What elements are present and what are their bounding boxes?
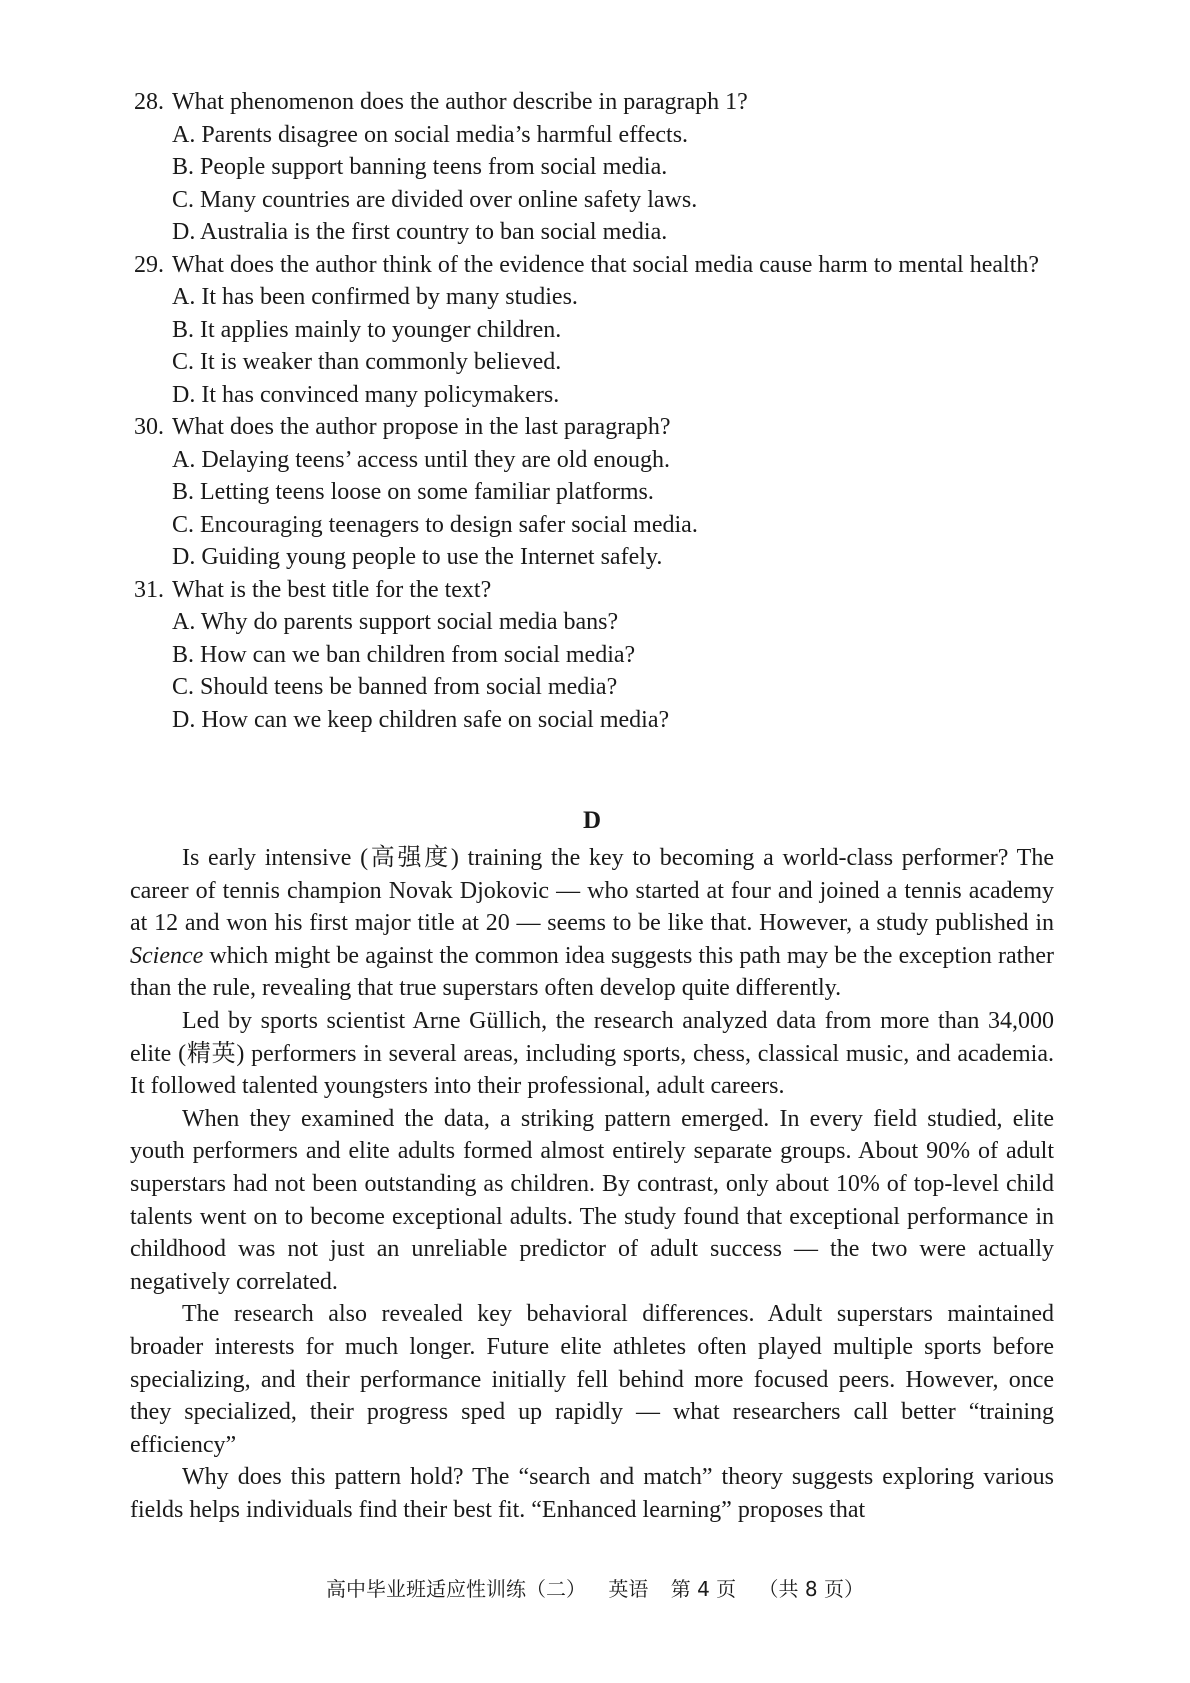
option-c: C. Encouraging teenagers to design safer social media.: [172, 511, 698, 538]
option-c: C. It is weaker than commonly believed.: [172, 349, 562, 375]
question-30: [134, 411, 1054, 574]
page-number: 第 4 页: [670, 1577, 737, 1601]
journal-name: Science: [130, 942, 204, 969]
question-31: [134, 574, 1054, 737]
paragraph-text: Is early intensive (高强度) training the key to becoming a world-class performer? The career of tennis champion Novak Djokovic — who started at four and joined a tennis academy at 12 and won his first major title at 20 — seems to be like that. However, a study published in: [130, 845, 1054, 937]
paragraph-text: which might be against the common idea suggests this path may be the exception rather than the rule, revealing that true superstars often develop quite differently.: [130, 942, 1054, 1002]
question-number: 30.: [134, 414, 164, 440]
option-a: A. It has been confirmed by many studies.: [172, 284, 578, 310]
option-a: A. Parents disagree on social media’s harmful effects.: [172, 121, 689, 148]
passage-paragraph-3: When they examined the data, a striking pattern emerged. In every field studied, elite youth performers and elite adults formed almost entirely separate groups. About 90% of adult superstars had not been outstanding as children. By contrast, only about 10% of top-level child talents went on to become exceptional adults. The study found that exceptional performance in childhood was not just an unreliable predictor of adult success — the two were actually negatively correlated.: [130, 1105, 1054, 1295]
question-28: [134, 86, 1054, 249]
option-b: B. Letting teens loose on some familiar platforms.: [172, 479, 654, 505]
question-stem: What does the author propose in the last paragraph?: [172, 414, 671, 440]
passage-paragraph-1: [130, 842, 1054, 1005]
exam-title: 高中毕业班适应性训练（二）: [326, 1577, 586, 1601]
option-d: D. Australia is the first country to ban social media.: [172, 219, 668, 245]
page-total: （共 8 页）: [758, 1577, 864, 1601]
option-d: D. Guiding young people to use the Internet safely.: [172, 544, 663, 570]
question-number: 28.: [134, 89, 164, 115]
question-29: [134, 249, 1054, 412]
question-stem: What phenomenon does the author describe in paragraph 1?: [172, 89, 748, 115]
option-c: C. Should teens be banned from social media?: [172, 674, 618, 700]
option-b: B. It applies mainly to younger children.: [172, 316, 562, 343]
option-d: D. How can we keep children safe on social media?: [172, 706, 670, 733]
passage-paragraph-5: Why does this pattern hold? The “search and match” theory suggests exploring various fields helps individuals find their best fit. “Enhanced learning” proposes that: [130, 1464, 1054, 1523]
passage-paragraph-2: Led by sports scientist Arne Güllich, the research analyzed data from more than 34,000 elite (精英) performers in several areas, including sports, chess, classical music, and academia. It followed talented youngsters into their professional, adult careers.: [130, 1007, 1054, 1100]
option-a: A. Why do parents support social media bans?: [172, 609, 619, 635]
option-d: D. It has convinced many policymakers.: [172, 381, 560, 408]
subject-label: 英语: [608, 1577, 649, 1601]
question-stem: What does the author think of the evidence that social media cause harm to mental health?: [172, 251, 1040, 278]
option-a: A. Delaying teens’ access until they are old enough.: [172, 446, 671, 473]
option-b: B. How can we ban children from social media?: [172, 641, 636, 668]
option-b: B. People support banning teens from social media.: [172, 154, 668, 180]
question-stem: What is the best title for the text?: [172, 576, 492, 603]
question-number: 31.: [134, 576, 164, 603]
passage-paragraph-4: The research also revealed key behavioral differences. Adult superstars maintained broader interests for much longer. Future elite athletes often played multiple sports before specializing, and their performance initially fell behind more focused peers. However, once they specialized, their progress sped up rapidly — what researchers call better “training efficiency”: [130, 1301, 1054, 1458]
question-list: [134, 86, 1054, 736]
option-c: C. Many countries are divided over online safety laws.: [172, 186, 698, 213]
question-number: 29.: [134, 251, 164, 278]
page-footer: [0, 1573, 1190, 1602]
reading-passage-d: [130, 806, 1054, 1526]
section-heading: D: [582, 807, 602, 834]
